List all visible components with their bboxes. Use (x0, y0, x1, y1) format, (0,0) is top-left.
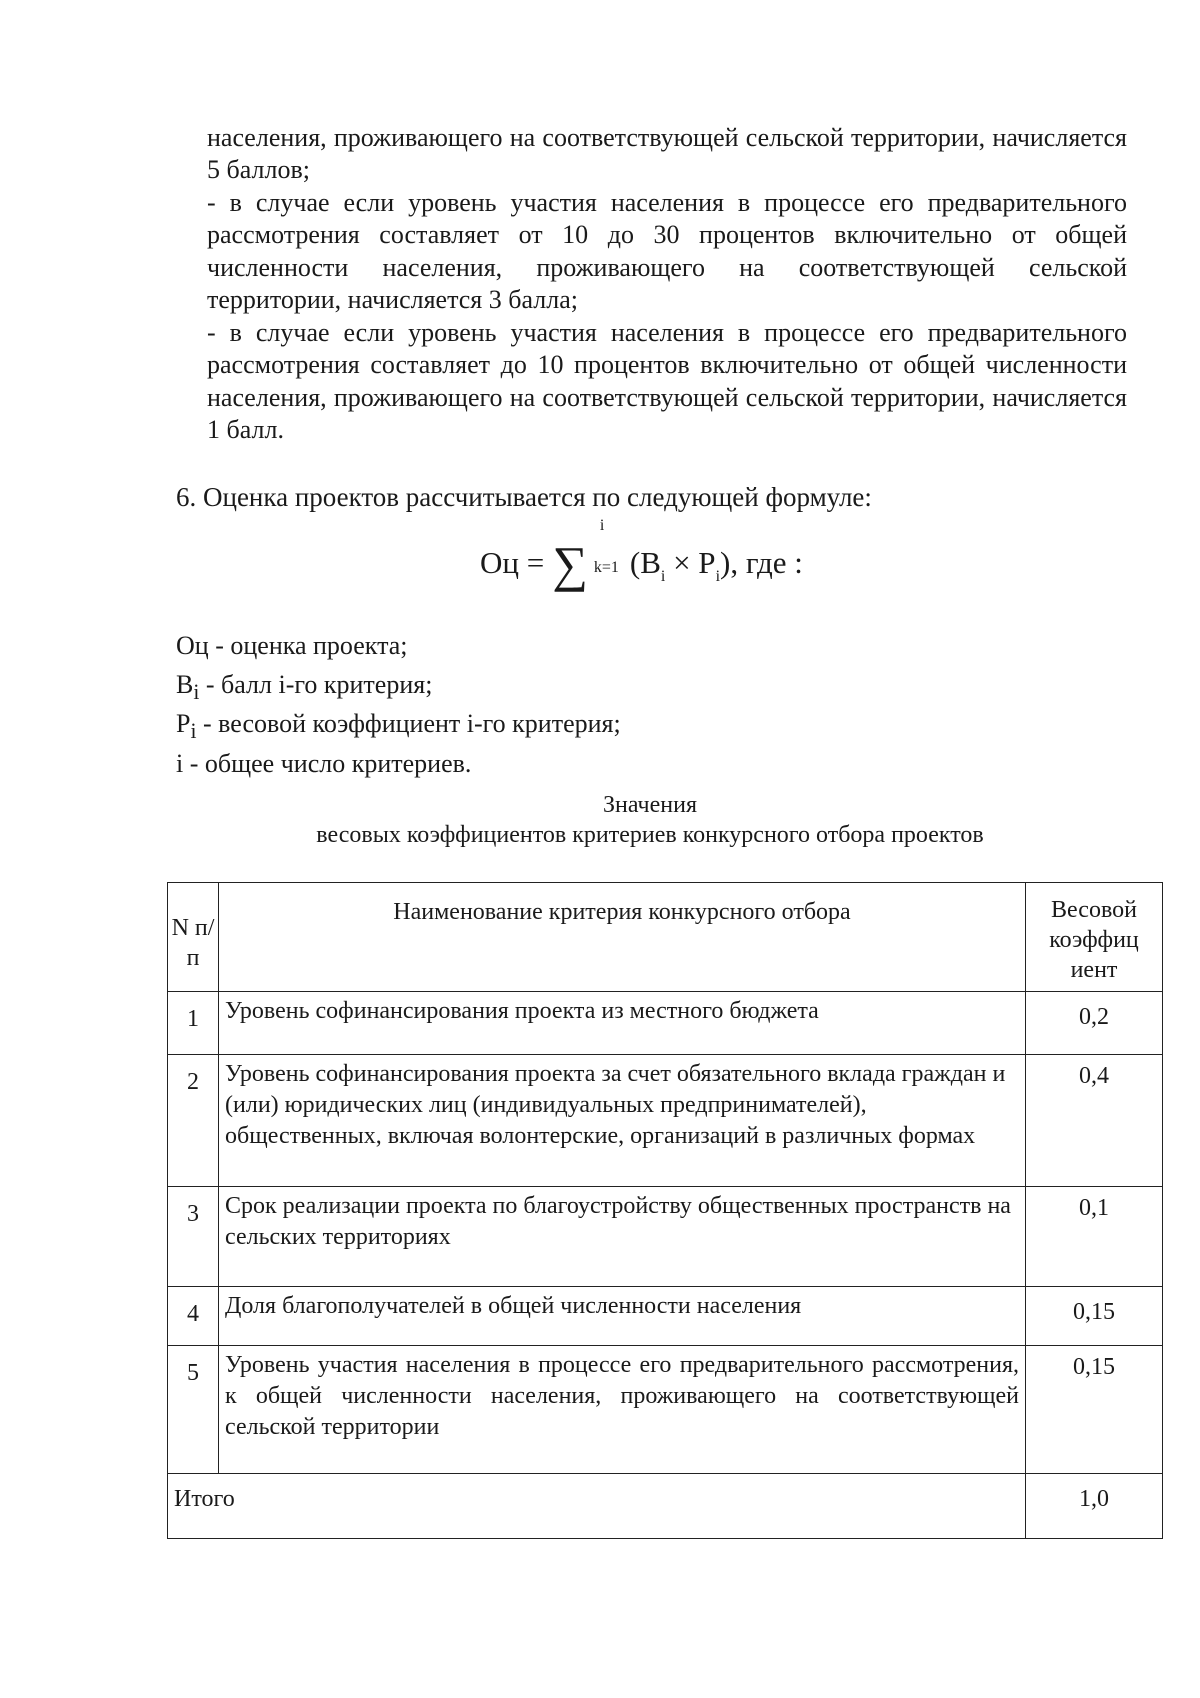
definition-line: Оц - оценка проекта; (176, 631, 408, 660)
row-criterion: Уровень софинансирования проекта за счет обязательного вклада граждан и (или) юридических лиц (индивидуальных предпринимателей), общественных, включая волонтерские, организаций в различных формах (219, 1055, 1026, 1187)
sum-limits (590, 517, 630, 579)
header-criterion-name: Наименование критерия конкурсного отбора (219, 883, 1026, 992)
table-row (168, 1287, 1163, 1346)
definition-line: i - общее число критериев. (176, 748, 472, 778)
table-row (168, 1055, 1163, 1187)
row-weight: 0,15 (1026, 1346, 1163, 1474)
paragraph-continuation: населения, проживающего на соответствующей сельской территории, начисляется 5 баллов; (207, 123, 1127, 185)
table-row (168, 1346, 1163, 1474)
criteria-weights-table (167, 882, 1163, 1539)
formula-lhs: Оц = (480, 545, 545, 580)
row-num: 1 (168, 992, 219, 1055)
sum-upper-limit: i (599, 517, 605, 534)
formula-b-sub: i (660, 568, 666, 585)
definition-line: $В_i$ - балл i-го критерия; (176, 670, 433, 705)
header-num: N п/п (168, 883, 219, 992)
formula-times: × Р (665, 545, 716, 580)
item-6-heading: 6. Оценка проектов рассчитывается по следующей формуле: (176, 482, 872, 512)
table-total-row (168, 1474, 1163, 1539)
row-criterion: Уровень софинансирования проекта из местного бюджета (219, 992, 1026, 1055)
table-row (168, 1187, 1163, 1287)
formula-p-sub: i (715, 568, 721, 585)
paragraph-3-points: - в случае если уровень участия населения в процессе его предварительного рассмотрения составляет от 10 до 30 процентов включительно от общей численности населения, проживающего на соответствующей сельской территории, начисляется 3 балла; (207, 188, 1127, 315)
total-label: Итого (168, 1474, 1026, 1539)
row-weight: 0,2 (1026, 992, 1163, 1055)
sum-lower-limit: k=1 (593, 559, 619, 576)
score-formula (480, 517, 803, 595)
row-criterion: Срок реализации проекта по благоустройству общественных пространств на сельских территориях (219, 1187, 1026, 1287)
row-num: 3 (168, 1187, 219, 1287)
formula-where: ), где : (720, 545, 803, 580)
row-weight: 0,4 (1026, 1055, 1163, 1187)
row-criterion: Доля благополучателей в общей численности населения (219, 1287, 1026, 1346)
row-weight: 0,15 (1026, 1287, 1163, 1346)
table-header-row (168, 883, 1163, 992)
formula-b: (В (629, 545, 661, 580)
row-criterion: Уровень участия населения в процессе его предварительного рассмотрения, к общей численности населения, проживающего на соответствующей сельской территории (219, 1346, 1026, 1474)
row-weight: 0,1 (1026, 1187, 1163, 1287)
definition-line: $Р_i$ - весовой коэффициент i-го критерия; (176, 709, 621, 744)
formula-definitions (176, 630, 621, 787)
paragraph-1-point: - в случае если уровень участия населения в процессе его предварительного рассмотрения составляет до 10 процентов включительно от общей численности населения, проживающего на соответствующей сельской территории, начисляется 1 балл. (207, 318, 1127, 445)
sigma-symbol: ∑ (552, 536, 588, 592)
table-row (168, 992, 1163, 1055)
table-title: Значения (602, 792, 697, 818)
header-weight: Весовой коэффиц иент (1026, 883, 1163, 992)
total-value: 1,0 (1026, 1474, 1163, 1539)
row-num: 5 (168, 1346, 219, 1474)
table-subtitle: весовых коэффициентов критериев конкурсного отбора проектов (316, 822, 984, 848)
row-num: 2 (168, 1055, 219, 1187)
row-num: 4 (168, 1287, 219, 1346)
